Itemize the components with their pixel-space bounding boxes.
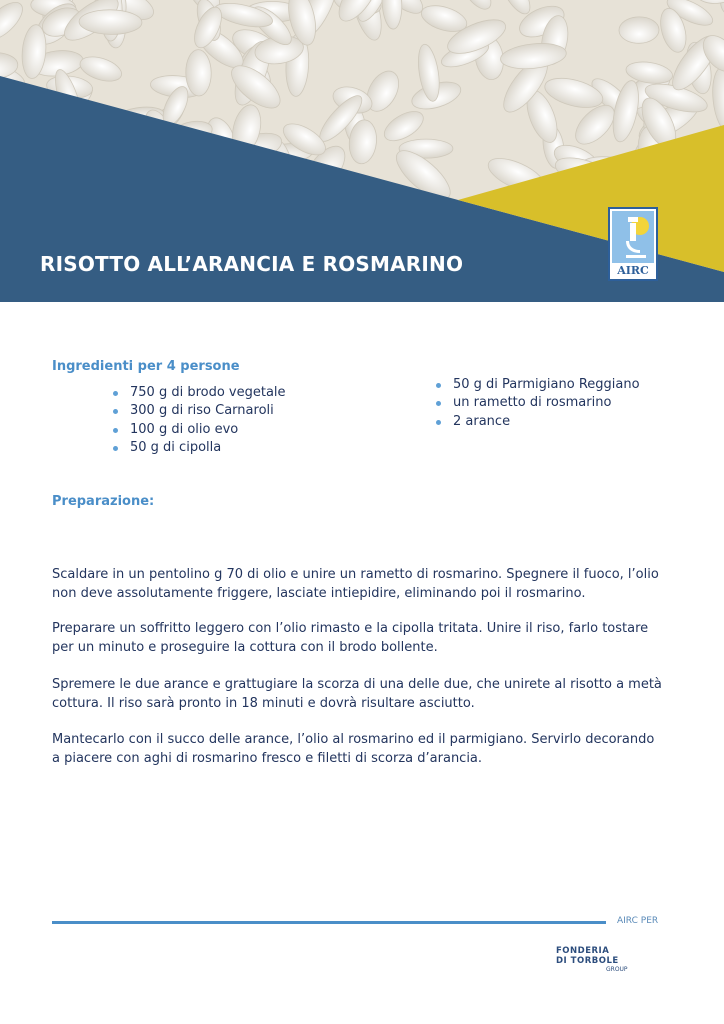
rice-grain [619,17,659,44]
microscope-icon [612,211,654,263]
preparation-step-2: Preparare un soffritto leggero con l’olio rimasto e la cipolla tritata. Unire il riso, farlo tostare per un minuto e proseguire la cottura con il brodo bollente. [52,621,649,655]
rice-grain [185,49,211,96]
recipe-title: RISOTTO ALL’ARANCIA E ROSMARINO [40,252,464,276]
fonderia-di-torbole-logo [556,946,656,976]
ingredients-list-right [435,376,640,431]
ingredients-heading: Ingredienti per 4 persone [52,359,240,374]
list-item: 50 g di cipolla [112,439,286,457]
preparation-step-3: Spremere le due arance e grattugiare la scorza di una delle due, che unirete al risotto a metà cottura. Il riso sarà pronto in 18 minuti e dovrà risultare asciutto. [52,677,662,711]
footer-label: AIRC PER [617,916,659,926]
brand-line-2: DI TORBOLE [556,956,619,966]
brand-group: GROUP [606,966,628,973]
ingredients-list-left [112,384,286,457]
airc-logo [608,207,658,281]
list-item: un rametto di rosmarino [435,394,640,412]
logo-text: AIRC [617,264,649,277]
list-item: 50 g di Parmigiano Reggiano [435,376,640,394]
preparation-step-1: Scaldare in un pentolino g 70 di olio e unire un rametto di rosmarino. Spegnere il fuoco, l’olio non deve assolutamente friggere, lasciate intiepidire, eliminando poi il rosmarino. [52,567,659,601]
header-banner [0,0,724,302]
footer-divider [52,921,606,924]
preparation-step-4: Mantecarlo con il succo delle arance, l’olio al rosmarino ed il parmigiano. Servirlo decorando a piacere con aghi di rosmarino fresco e filetti di scorza d’arancia. [52,732,655,766]
list-item: 2 arance [435,413,640,431]
brand-line-1: FONDERIA [556,946,610,956]
preparation-heading: Preparazione: [52,494,155,509]
list-item: 300 g di riso Carnaroli [112,402,286,420]
list-item: 100 g di olio evo [112,421,286,439]
list-item: 750 g di brodo vegetale [112,384,286,402]
